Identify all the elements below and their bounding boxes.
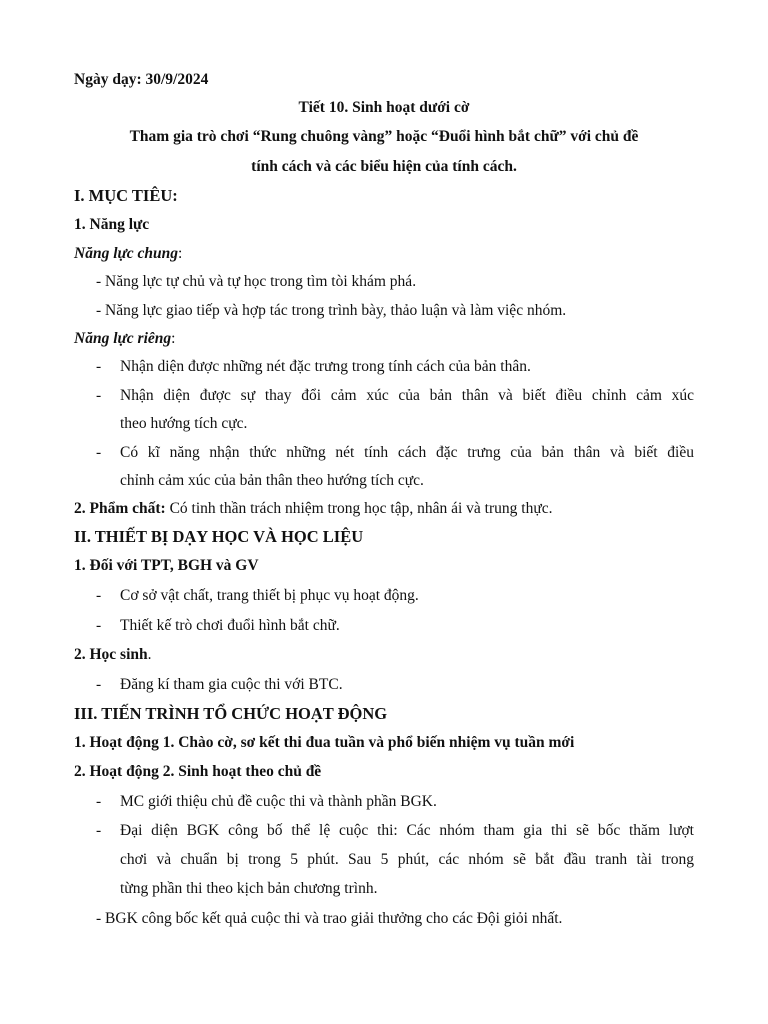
specific-competence-item: Có kĩ năng nhận thức những nét tính cách đặc trưng của bản thân và biết điều [120, 444, 694, 461]
staff-item: Thiết kế trò chơi đuổi hình bắt chữ. [120, 617, 340, 634]
quality-line: 2. Phẩm chất: Có tinh thần trách nhiệm trong học tập, nhân ái và trung thực. [74, 500, 553, 517]
activity-2-item: MC giới thiệu chủ đề cuộc thi và thành phần BGK. [120, 793, 437, 810]
bullet-dash: - [96, 793, 102, 810]
activity-1-heading: 1. Hoạt động 1. Chào cờ, sơ kết thi đua tuần và phổ biến nhiệm vụ tuần mới [74, 734, 575, 751]
teaching-date: Ngày dạy: 30/9/2024 [74, 71, 209, 88]
section-1-heading: I. MỤC TIÊU: [74, 186, 178, 205]
activity-2-item: Đại diện BGK công bố thể lệ cuộc thi: Các nhóm tham gia thi sẽ bốc thăm lượt [120, 822, 694, 839]
lesson-subtitle-line-2: tính cách và các biểu hiện của tính cách. [251, 158, 517, 175]
bullet-dash: - [96, 676, 102, 693]
specific-competence-item-cont: theo hướng tích cực. [120, 415, 248, 432]
activity-2-item-cont: chơi và chuẩn bị trong 5 phút. Sau 5 phút, các nhóm sẽ bắt đầu tranh tài trong [120, 851, 694, 868]
activity-2-item-cont: từng phần thi theo kịch bản chương trình. [120, 880, 378, 897]
general-competence-item: - Năng lực tự chủ và tự học trong tìm tòi khám phá. [96, 273, 417, 290]
student-item: Đăng kí tham gia cuộc thi với BTC. [120, 676, 343, 693]
bullet-dash: - [96, 617, 102, 634]
bullet-dash: - [96, 358, 102, 375]
general-competence-item: - Năng lực giao tiếp và hợp tác trong trình bày, thảo luận và làm việc nhóm. [96, 302, 567, 319]
final-item: - BGK công bốc kết quả cuộc thi và trao giải thưởng cho các Đội giỏi nhất. [96, 910, 563, 927]
staff-item: Cơ sở vật chất, trang thiết bị phục vụ hoạt động. [120, 587, 419, 604]
section-2-heading: II. THIẾT BỊ DẠY HỌC VÀ HỌC LIỆU [74, 527, 364, 546]
specific-competence-item: Nhận diện được sự thay đổi cảm xúc của bản thân và biết điều chỉnh cảm xúc [120, 387, 694, 404]
subheading-staff: 1. Đối với TPT, BGH và GV [74, 557, 259, 574]
subheading-students: 2. Học sinh. [74, 646, 152, 663]
bullet-dash: - [96, 587, 102, 604]
general-competence-label: Năng lực chung: [74, 245, 183, 262]
section-3-heading: III. TIẾN TRÌNH TỔ CHỨC HOẠT ĐỘNG [74, 704, 388, 723]
specific-competence-item: Nhận diện được những nét đặc trưng trong tính cách của bản thân. [120, 358, 531, 375]
specific-competence-item-cont: chỉnh cảm xúc của bản thân theo hướng tích cực. [120, 472, 424, 489]
activity-2-heading: 2. Hoạt động 2. Sinh hoạt theo chủ đề [74, 763, 322, 780]
lesson-subtitle-line-1: Tham gia trò chơi “Rung chuông vàng” hoặc “Đuổi hình bắt chữ” với chủ đề [129, 128, 639, 145]
lesson-title: Tiết 10. Sinh hoạt dưới cờ [298, 99, 470, 116]
subheading-competence: 1. Năng lực [74, 216, 150, 233]
bullet-dash: - [96, 822, 102, 839]
specific-competence-label: Năng lực riêng: [74, 330, 176, 347]
bullet-dash: - [96, 444, 102, 461]
bullet-dash: - [96, 387, 102, 404]
